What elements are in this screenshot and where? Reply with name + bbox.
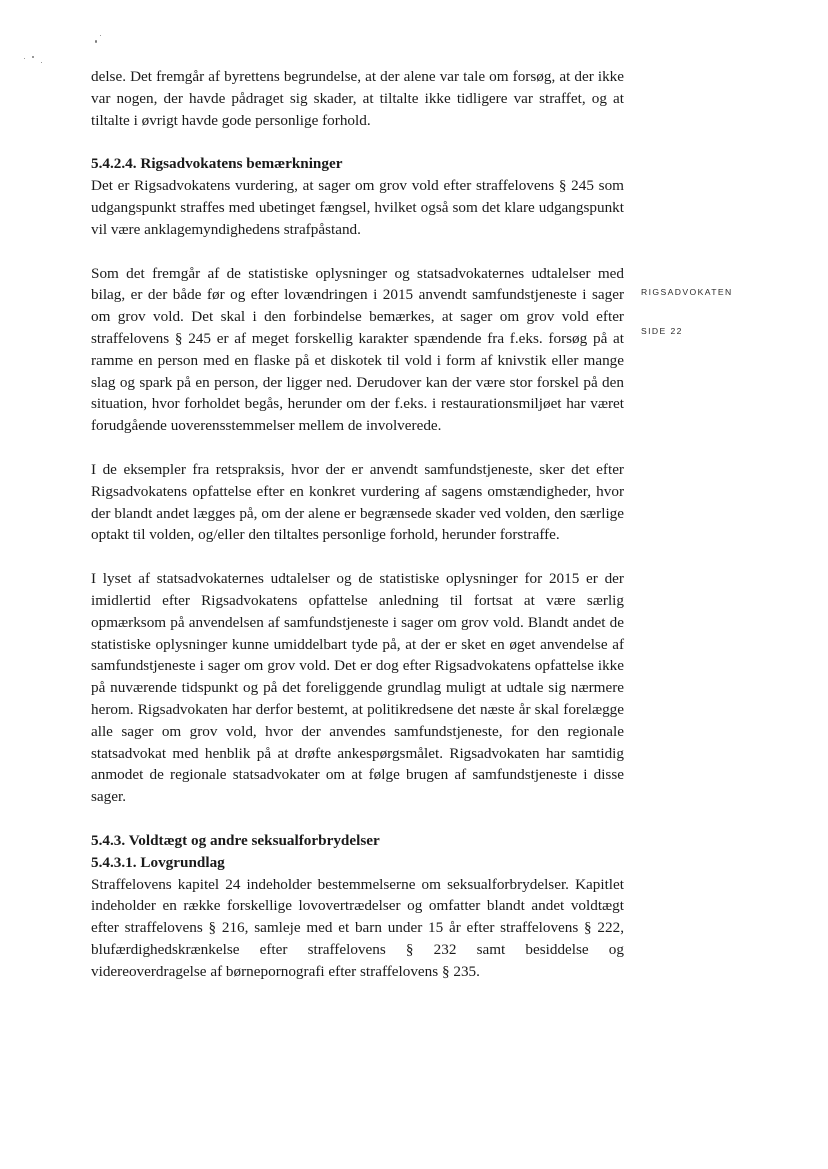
scan-speck [32, 56, 34, 58]
organization-label: RIGSADVOKATEN [641, 287, 733, 297]
scan-speck [95, 40, 97, 43]
paragraph: Som det fremgår af de statistiske oplysninger og statsadvokaternes udtalelser med bilag, er der både før og efter lovændringen i 2015 anvendt samfundstjeneste i sager om grov vold. Det skal i den forbindelse bemærkes, at sager om grov vold efter straffelovens § 245 er af meget forskellig karakter spændende fra f.eks. forsøg på at ramme en person med en flaske på et diskotek til vold i form af knivstik eller mange slag og spark på en person, der ligger ned. Derudover kan der være stor forskel på den situation, hvor forholdet begås, herunder om der f.eks. i restaurationsmiljøet har været forudgående uoverensstemmelser mellem de involverede. [91, 264, 624, 435]
section-heading-lovgrundlag: 5.4.3.1. Lovgrundlag [91, 853, 225, 871]
paragraph: Det er Rigsadvokatens vurdering, at sager om grov vold efter straffelovens § 245 som udgangspunkt straffes med ubetinget fængsel, hvilket også som det klare udgangspunkt vil være anklagemyndighedens strafpåstand. [91, 177, 624, 238]
paragraph: I de eksempler fra retspraksis, hvor der er anvendt samfundstjeneste, sker det efter Rigsadvokatens opfattelse efter en konkret vurdering af sagens omstændigheder, hvor der blandt andet lægges på, om der alene er begrænsede skader ved volden, den særlige optakt til volden, og/eller den tiltaltes personlige forhold, herunder forstraffe. [91, 460, 624, 544]
section-heading-voldtaegt: 5.4.3. Voldtægt og andre seksualforbrydelser [91, 831, 380, 849]
scan-specks [0, 0, 120, 70]
paragraph-continued: delse. Det fremgår af byrettens begrundelse, at der alene var tale om forsøg, at der ikke var nogen, der havde pådraget sig skader, at tiltalte ikke tidligere var straffet, og at tiltalte i øvrigt havde gode personlige forhold. [91, 68, 624, 129]
section-heading-rigsadvokatens-bemaerkninger: 5.4.2.4. Rigsadvokatens bemærkninger [91, 155, 343, 173]
scan-speck [100, 35, 101, 36]
document-body [91, 66, 624, 982]
paragraph: Straffelovens kapitel 24 indeholder bestemmelserne om seksualforbrydelser. Kapitlet indeholder en række forskellige lovovertrædelser og omfatter blandt andet voldtægt efter straffelovens § 216, samleje med et barn under 15 år efter straffelovens § 222, blufærdighedskrænkelse efter straffelovens § 232 samt besiddelse og videreoverdragelse af børnepornografi efter straffelovens § 235. [91, 875, 624, 980]
paragraph: I lyset af statsadvokaternes udtalelser og de statistiske oplysninger for 2015 er der imidlertid efter Rigsadvokatens opfattelse anledning til fortsat at være særlig opmærksom på anvendelsen af samfundstjeneste i sager om grov vold. Blandt andet de statistiske oplysninger kunne umiddelbart tyde på, at der er sket en øget anvendelse af samfundstjeneste i sager om grov vold. Det er dog efter Rigsadvokatens opfattelse ikke på nuværende tidspunkt og på det foreliggende grundlag muligt at udtale sig nærmere herom. Rigsadvokaten har derfor bestemt, at politikredsene det næste år skal forelægge alle sager om grov vold, hvor der anvendes samfundstjeneste, for den regionale statsadvokat med henblik på at drøfte ankespørgsmålet. Rigsadvokaten har samtidig anmodet de regionale statsadvokater om at følge brugen af samfundstjeneste i disse sager. [91, 570, 624, 806]
page-sidebar [641, 286, 733, 337]
page-number: SIDE 22 [641, 326, 683, 336]
scan-speck [41, 62, 42, 63]
scan-speck [24, 58, 25, 59]
